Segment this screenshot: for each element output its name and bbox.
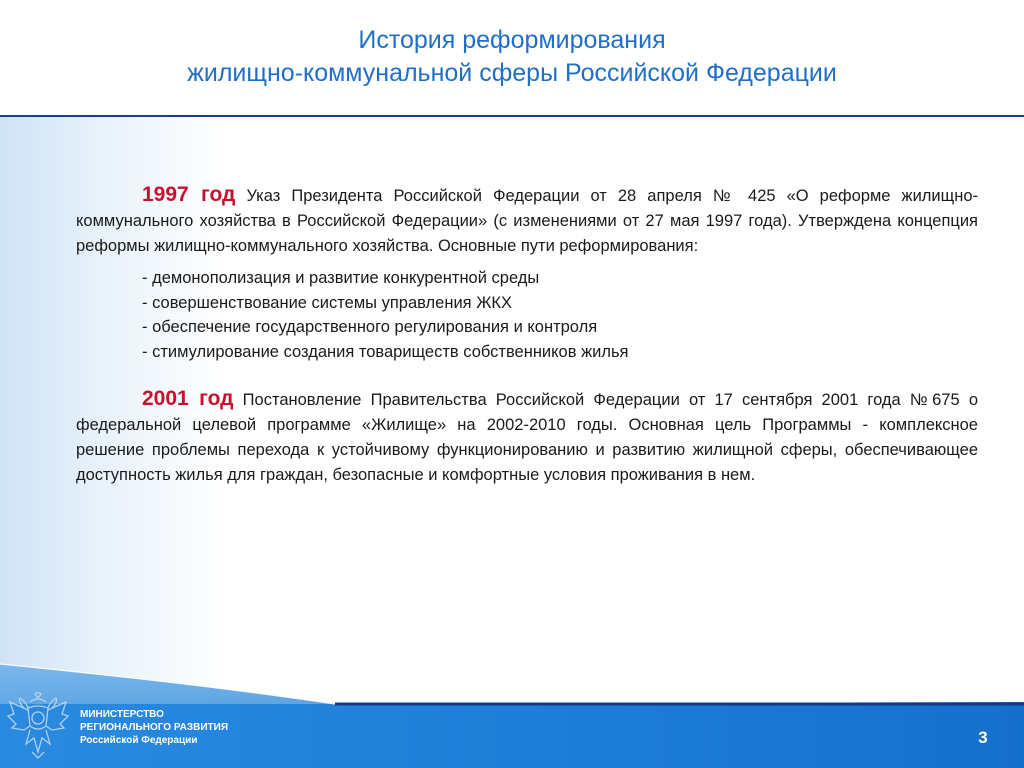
ministry-line-3: Российской Федерации <box>80 735 198 746</box>
slide-title <box>0 24 1024 90</box>
paragraph-1997 <box>76 182 978 259</box>
ministry-line-2: РЕГИОНАЛЬНОГО РАЗВИТИЯ <box>80 722 229 733</box>
title-line-1: История реформирования <box>358 26 666 54</box>
ministry-logo-text <box>80 708 228 747</box>
content <box>76 182 978 488</box>
page-number: 3 <box>978 728 988 747</box>
ministry-line-1: МИНИСТЕРСТВО <box>80 709 164 720</box>
text-2001: Постановление Правительства Российской Федерации от 17 сентября 2001 года №675 о федеральной целевой программе «Жилище» на 2002-2010 годы. Основная цель Программы - комплексное решение проблемы перехода к устойчивому функционированию и развитию жилищной сферы, обеспечивающее доступность жилья для граждан, безопасные и комфортные условия проживания в нем. <box>76 391 979 484</box>
title-line-2: жилищно-коммунальной сферы Российской Федерации <box>187 59 837 87</box>
list-item: - совершенствование системы управления ЖКХ <box>142 293 513 312</box>
double-headed-eagle-icon <box>4 692 72 762</box>
paragraph-2001 <box>76 386 978 488</box>
list-item: - обеспечение государственного регулирования и контроля <box>142 318 598 336</box>
text-1997: Указ Президента Российской Федерации от 28 апреля № 425 «О реформе жилищно-коммунального хозяйства в Российской Федерации» (с изменениями от 27 мая 1997 года). Утверждена концепция реформы жилищно-коммунального хозяйства. Основные пути реформирования: <box>76 187 978 255</box>
year-2001: 2001 год <box>142 387 234 410</box>
title-area <box>0 0 1024 115</box>
reform-directions-list <box>142 266 978 364</box>
list-item: - демонополизация и развитие конкурентной среды <box>142 269 540 287</box>
list-item: - стимулирование создания товариществ собственников жилья <box>142 342 629 361</box>
year-1997: 1997 год <box>142 183 236 206</box>
